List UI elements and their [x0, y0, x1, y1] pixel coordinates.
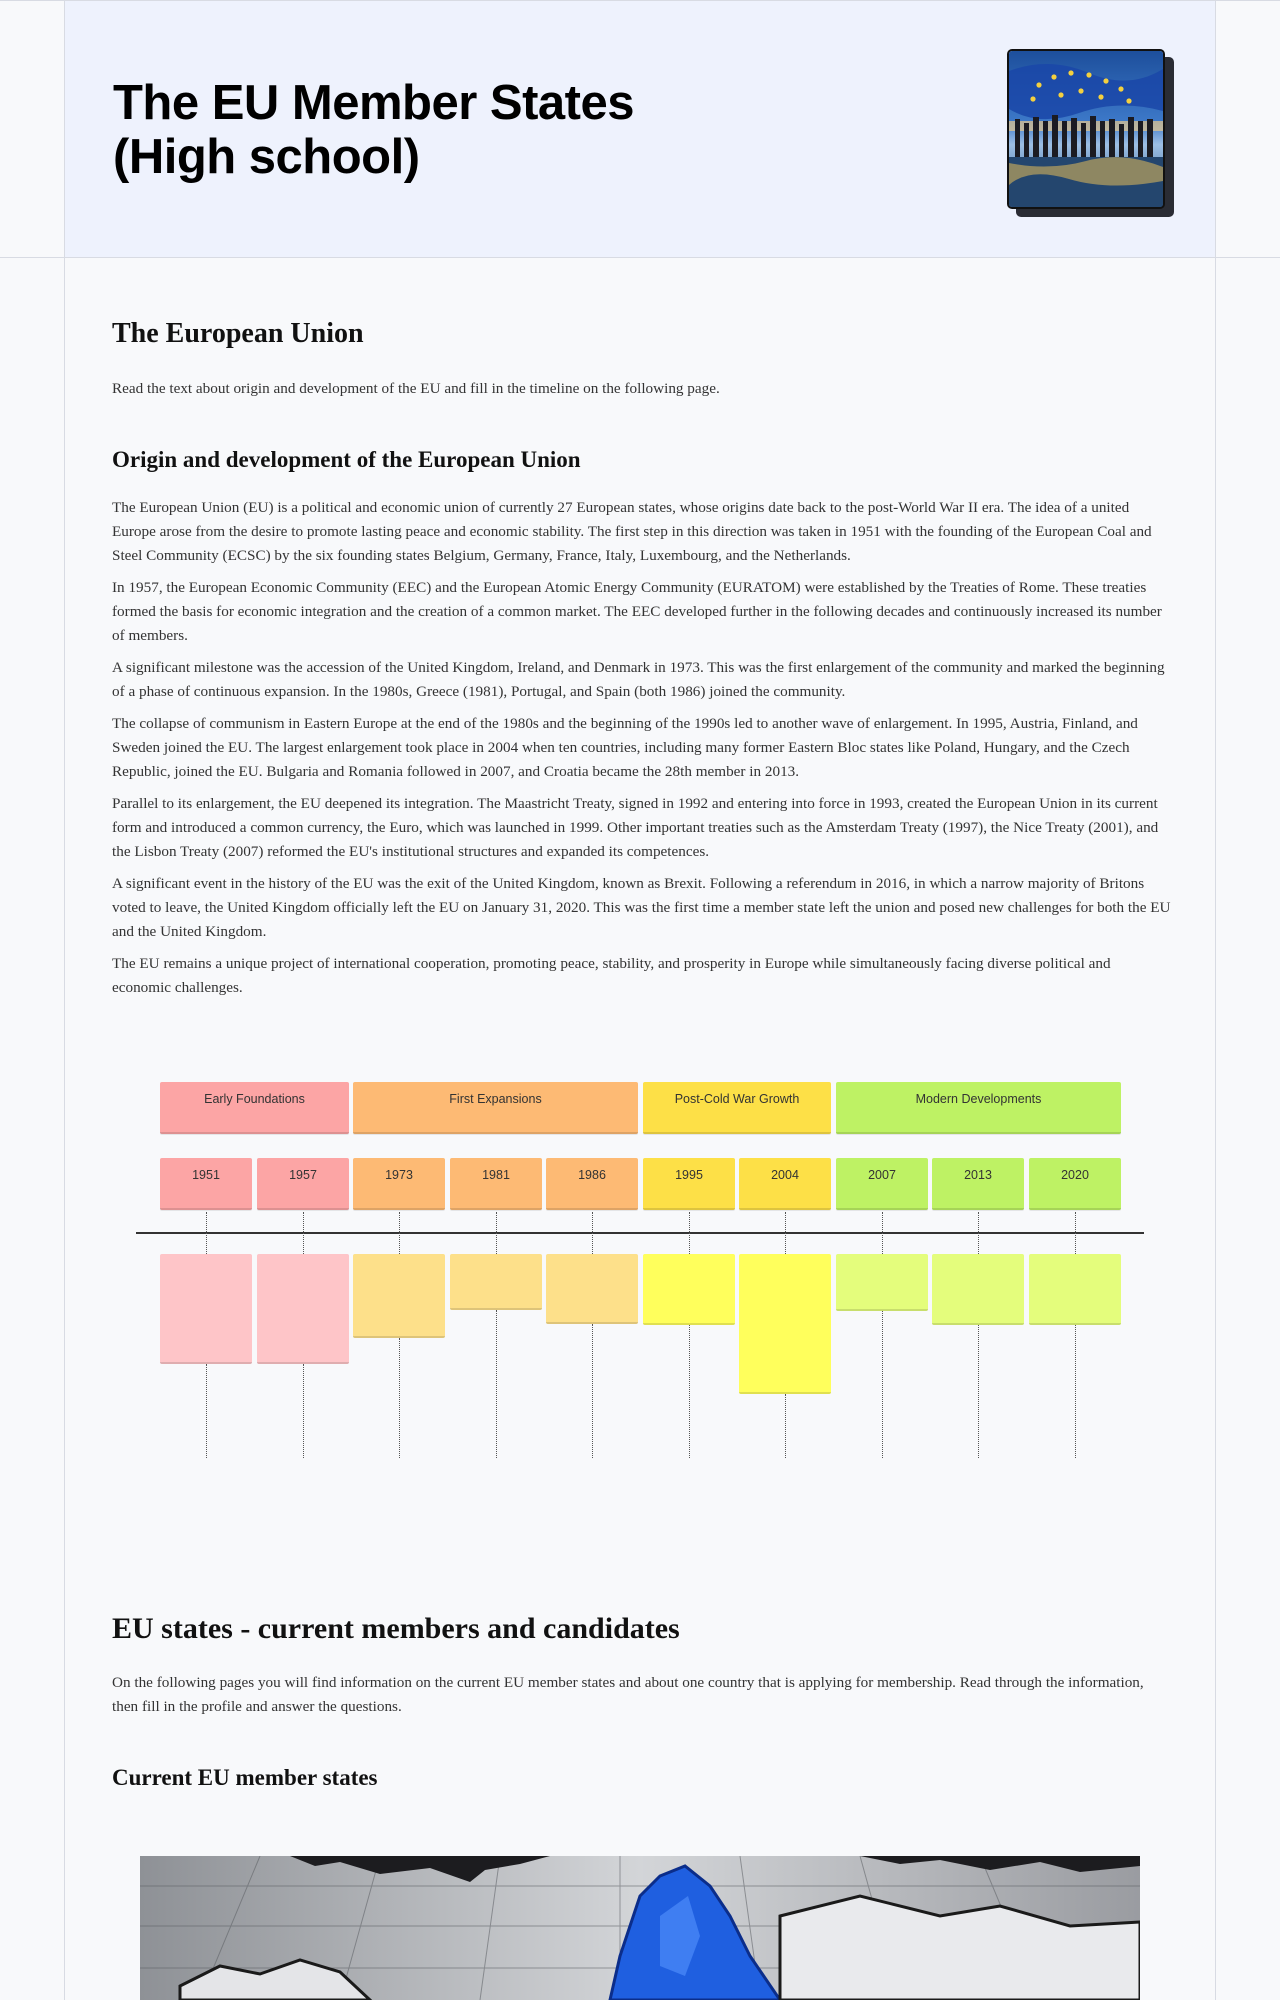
timeline-connector: [303, 1364, 304, 1458]
era-first-expansions: First Expansions: [353, 1082, 638, 1134]
paragraph: A significant milestone was the accession of the United Kingdom, Ireland, and Denmark in 1973. This was the first enlargement of the community and marked the beginning of a phase of continuous expansion. In the 1980s, Greece (1981), Portugal, and Spain (both 1986) joined the community.: [112, 659, 1165, 700]
timeline-connector: [1075, 1325, 1076, 1458]
paragraph: The European Union (EU) is a political and economic union of currently 27 European states, whose origins date back to the post-World War II era. The idea of a united Europe arose from the desire to promote lasting peace and economic stability. The first step in this direction was taken in 1951 with the founding of the European Coal and Steel Community (ECSC) by the six founding states Belgium, Germany, France, Italy, Luxembourg, and the Netherlands.: [112, 499, 1152, 564]
era-modern-developments: Modern Developments: [836, 1082, 1121, 1134]
section-intro: On the following pages you will find information on the current EU member states and about one country that is applying for membership. Read through the information, then fill in the profile and answer the questions.: [112, 1674, 1144, 1715]
answer-box[interactable]: [353, 1254, 445, 1338]
answer-box[interactable]: [546, 1254, 638, 1324]
year-card: 2013: [932, 1158, 1024, 1210]
timeline-connector: [206, 1212, 207, 1254]
year-card: 1981: [450, 1158, 542, 1210]
origin-subheading: Origin and development of the European Union: [112, 447, 581, 472]
paragraph: The EU remains a unique project of international cooperation, promoting peace, stability, and prosperity in Europe while simultaneously facing diverse political and economic challenges.: [112, 955, 1111, 996]
year-card: 1957: [257, 1158, 349, 1210]
right-page-guide: [1215, 0, 1216, 2000]
answer-box[interactable]: [1029, 1254, 1121, 1325]
answer-box[interactable]: [257, 1254, 349, 1364]
section-heading-european-union: The European Union: [112, 318, 364, 349]
timeline-connector: [496, 1212, 497, 1254]
answer-box[interactable]: [932, 1254, 1024, 1325]
year-card: 2020: [1029, 1158, 1121, 1210]
member-states-subheading: Current EU member states: [112, 1765, 378, 1790]
answer-box[interactable]: [160, 1254, 252, 1364]
document-title: The EU Member States (High school): [113, 76, 634, 184]
eu-flag-crowd-image: [1007, 49, 1165, 209]
timeline-connector: [978, 1325, 979, 1458]
timeline-connector: [882, 1311, 883, 1458]
timeline-connector: [689, 1212, 690, 1254]
year-card: 2004: [739, 1158, 831, 1210]
paragraph: In 1957, the European Economic Community (EEC) and the European Atomic Energy Community (EURATOM) were established by the Treaties of Rome. These treaties formed the basis for economic integration and the creation of a common market. The EEC developed further in the following decades and continuously increased its number of members.: [112, 579, 1162, 644]
timeline-connector: [399, 1338, 400, 1458]
answer-box[interactable]: [643, 1254, 735, 1325]
paragraph: The collapse of communism in Eastern Europe at the end of the 1980s and the beginning of the 1990s led to another wave of enlargement. In 1995, Austria, Finland, and Sweden joined the EU. The largest enlargement took place in 2004 when ten countries, including many former Eastern Bloc states like Poland, Hungary, and the Czech Republic, joined the EU. Bulgaria and Romania followed in 2007, and Croatia became the 28th member in 2013.: [112, 715, 1138, 780]
header-bottom-rule: [0, 257, 1280, 258]
timeline-connector: [206, 1364, 207, 1458]
timeline-connector: [978, 1212, 979, 1254]
timeline-connector: [689, 1325, 690, 1458]
timeline-axis: [136, 1232, 1144, 1234]
year-card: 1986: [546, 1158, 638, 1210]
paragraph: Parallel to its enlargement, the EU deepened its integration. The Maastricht Treaty, signed in 1992 and entering into force in 1993, created the European Union in its current form and introduced a common currency, the Euro, which was launched in 1999. Other important treaties such as the Amsterdam Treaty (1997), the Nice Treaty (2001), and the Lisbon Treaty (2007) reformed the EU's institutional structures and expanded its competences.: [112, 795, 1159, 860]
timeline-connector: [882, 1212, 883, 1254]
timeline-connector: [303, 1212, 304, 1254]
timeline-connector: [399, 1212, 400, 1254]
timeline-connector: [496, 1310, 497, 1458]
section-heading-eu-states: EU states - current members and candidates: [112, 1612, 680, 1645]
timeline-connector: [785, 1394, 786, 1458]
section-intro: Read the text about origin and development of the EU and fill in the timeline on the following page.: [112, 380, 720, 397]
origin-text: [112, 496, 1172, 1008]
header-top-rule: [0, 0, 1280, 1]
year-card: 1995: [643, 1158, 735, 1210]
year-card: 1973: [353, 1158, 445, 1210]
year-card: 2007: [836, 1158, 928, 1210]
timeline-connector: [785, 1212, 786, 1254]
timeline-connector: [592, 1324, 593, 1458]
left-page-guide: [64, 0, 65, 2000]
timeline-connector: [1075, 1212, 1076, 1254]
answer-box[interactable]: [739, 1254, 831, 1394]
answer-box[interactable]: [836, 1254, 928, 1311]
europe-3d-map-image: [140, 1856, 1140, 2000]
paragraph: A significant event in the history of the EU was the exit of the United Kingdom, known as Brexit. Following a referendum in 2016, in which a narrow majority of Britons voted to leave, the United Kingdom officially left the EU on January 31, 2020. This was the first time a member state left the union and posed new challenges for both the EU and the United Kingdom.: [112, 875, 1171, 940]
timeline-connector: [592, 1212, 593, 1254]
year-card: 1951: [160, 1158, 252, 1210]
answer-box[interactable]: [450, 1254, 542, 1310]
era-early-foundations: Early Foundations: [160, 1082, 349, 1134]
era-post-cold-war-growth: Post-Cold War Growth: [643, 1082, 831, 1134]
